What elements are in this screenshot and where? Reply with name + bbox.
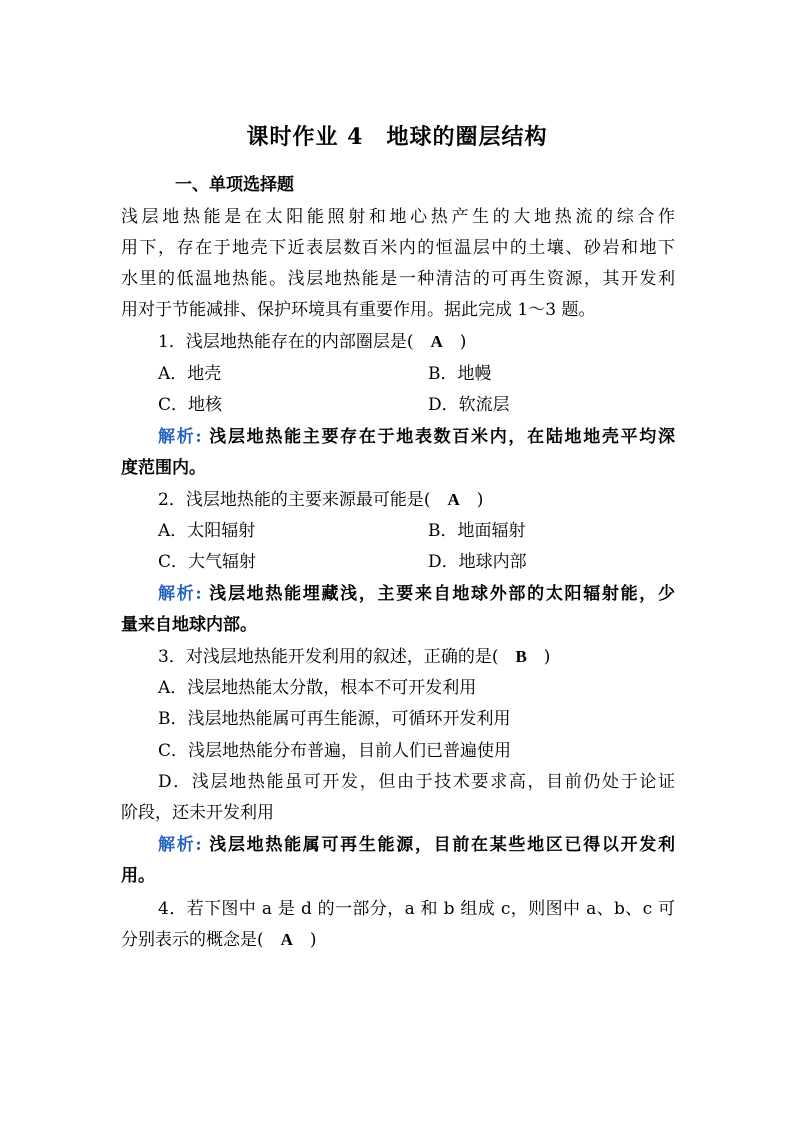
- question-2-close: ): [459, 490, 484, 510]
- question-1-explanation-line-1: [158, 426, 675, 448]
- intro-line-4: 用对于节能减排、保护环境具有重要作用。据此完成 1～3 题。: [121, 300, 596, 320]
- question-2-option-c: C．大气辐射: [158, 552, 257, 572]
- question-4-stem-line-1: 4．若下图中 a 是 d 的一部分，a 和 b 组成 c，则图中 a、b、c 可: [158, 899, 675, 919]
- question-1-option-c: C．地核: [158, 395, 223, 415]
- question-3-option-c: C．浅层地热能分布普遍，目前人们已普遍使用: [158, 741, 512, 761]
- question-3-explanation-line-1: [158, 834, 675, 856]
- question-3-option-a: A．浅层地热能太分散，根本不可开发利用: [158, 678, 477, 698]
- question-2-explanation-line-2: 量来自地球内部。: [121, 615, 257, 635]
- question-2-explanation-line-1: [158, 583, 675, 605]
- intro-line-3: 水里的低温地热能。浅层地热能是一种清洁的可再生资源，其开发利: [121, 269, 675, 289]
- question-1-option-b: B．地幔: [428, 364, 492, 384]
- question-1-stem: [158, 331, 466, 353]
- question-2-explanation-text: 浅层地热能埋藏浅，主要来自地球外部的太阳辐射能，少: [201, 584, 675, 604]
- question-4-close: ): [292, 930, 317, 950]
- question-2-text: 2．浅层地热能的主要来源最可能是(: [158, 490, 448, 510]
- question-3-option-d-line-1: D．浅层地热能虽可开发，但由于技术要求高，目前仍处于论证: [158, 772, 675, 792]
- question-1-option-a: A．地壳: [158, 364, 222, 384]
- question-2-option-b: B．地面辐射: [428, 521, 526, 541]
- question-3-stem: [158, 646, 550, 668]
- question-3-option-d-line-2: 阶段，还未开发利用: [121, 803, 274, 823]
- page-title: 课时作业 4 地球的圈层结构: [246, 124, 548, 150]
- intro-line-1: 浅层地热能是在太阳能照射和地心热产生的大地热流的综合作: [121, 207, 675, 227]
- question-3-option-b: B．浅层地热能属可再生能源，可循环开发利用: [158, 709, 511, 729]
- question-4-answer: A: [280, 930, 293, 949]
- explanation-label: 解析:: [158, 584, 202, 604]
- question-4-text: 分别表示的概念是(: [121, 930, 281, 950]
- question-1-close: ): [442, 332, 467, 352]
- question-4-stem-line-2: [121, 929, 317, 951]
- question-2-stem: [158, 489, 483, 511]
- question-1-explanation-text: 浅层地热能主要存在于地表数百米内，在陆地地壳平均深: [201, 427, 675, 447]
- question-3-close: ): [526, 647, 551, 667]
- intro-line-2: 用下，存在于地壳下近表层数百米内的恒温层中的土壤、砂岩和地下: [121, 238, 675, 258]
- section-heading: 一、单项选择题: [175, 175, 294, 195]
- question-2-answer: A: [447, 490, 460, 509]
- question-2-option-d: D．地球内部: [428, 552, 527, 572]
- question-3-answer: B: [515, 647, 527, 666]
- question-1-explanation-line-2: 度范围内。: [121, 458, 206, 478]
- question-1-answer: A: [430, 332, 443, 351]
- question-2-option-a: A．太阳辐射: [158, 521, 256, 541]
- question-3-explanation-text: 浅层地热能属可再生能源，目前在某些地区已得以开发利: [201, 835, 675, 855]
- explanation-label: 解析:: [158, 835, 202, 855]
- explanation-label: 解析:: [158, 427, 202, 447]
- question-3-text: 3．对浅层地热能开发利用的叙述，正确的是(: [158, 647, 516, 667]
- question-1-text: 1．浅层地热能存在的内部圈层是(: [158, 332, 431, 352]
- question-3-explanation-line-2: 用。: [121, 866, 155, 886]
- question-1-option-d: D．软流层: [428, 395, 510, 415]
